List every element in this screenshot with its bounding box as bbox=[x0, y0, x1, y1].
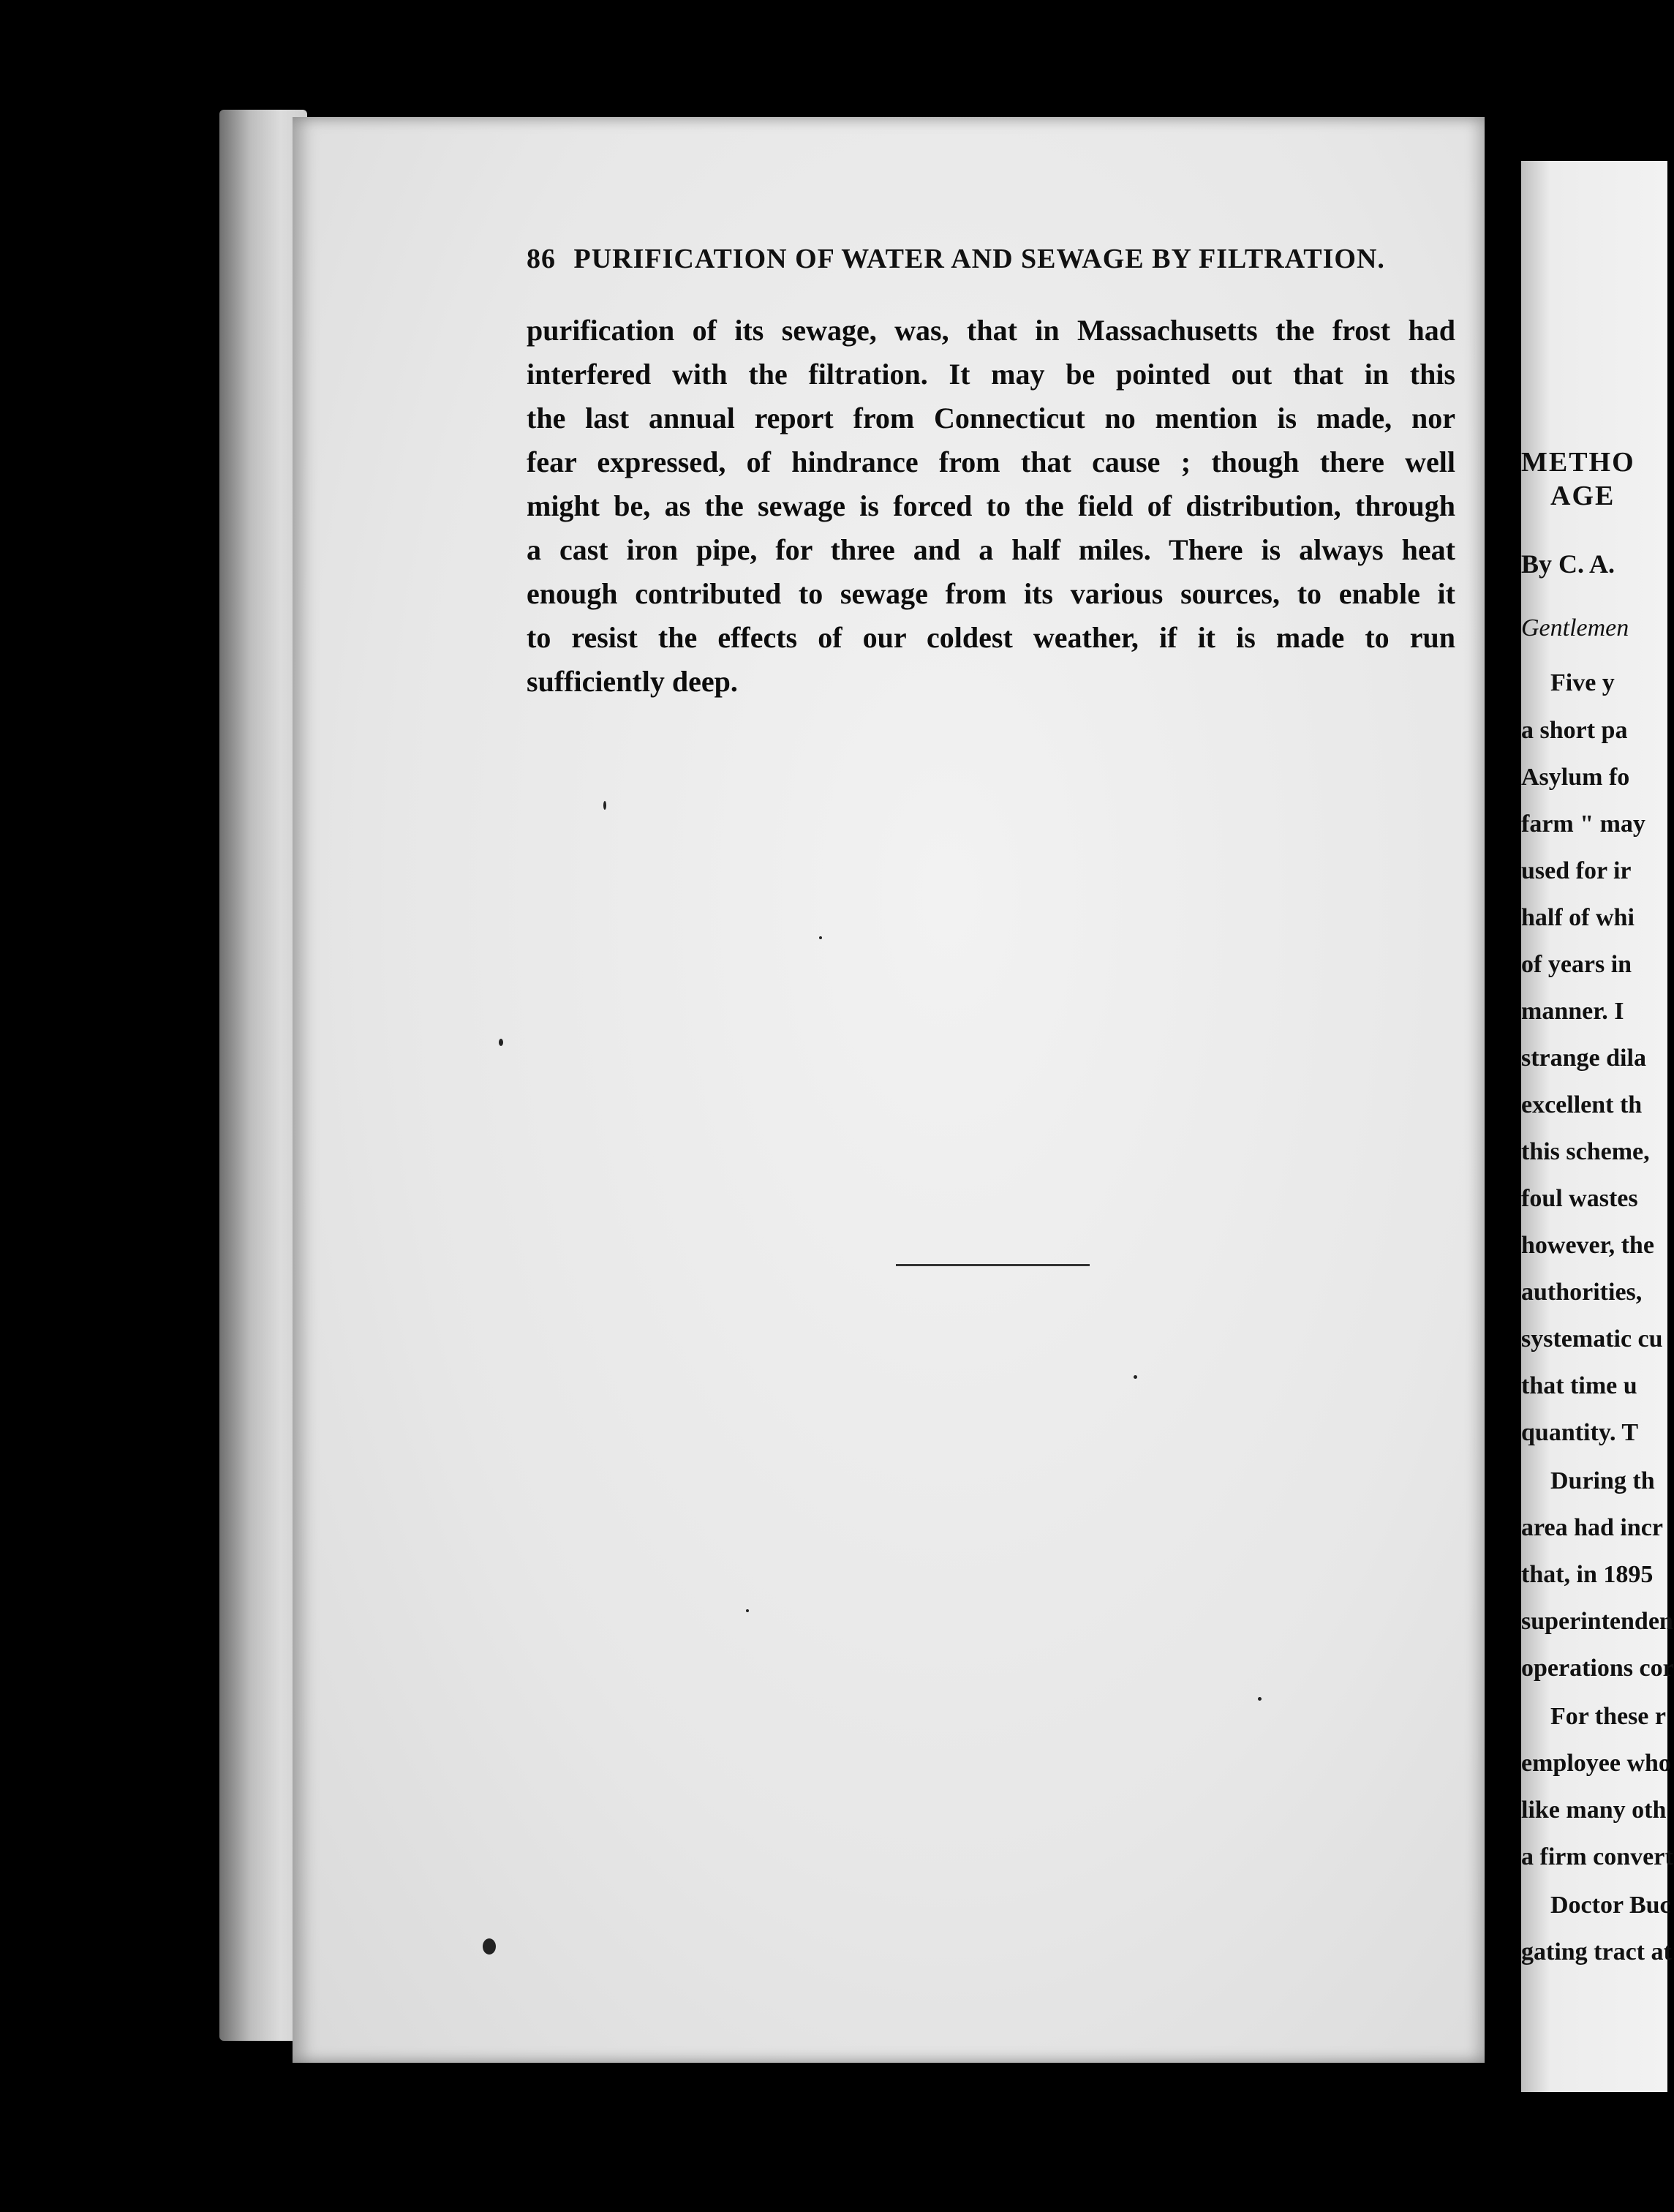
right-text-line: farm " may bbox=[1521, 810, 1645, 838]
right-text-line: systematic cu bbox=[1521, 1325, 1663, 1353]
right-text-line: half of whi bbox=[1521, 904, 1635, 931]
running-header bbox=[527, 243, 1455, 275]
right-title-line1: METHO bbox=[1521, 447, 1635, 478]
right-byline: By C. A. bbox=[1521, 549, 1615, 579]
right-text-line: Five y bbox=[1550, 669, 1615, 696]
section-end-rule bbox=[896, 1264, 1090, 1266]
right-salutation: Gentlemen bbox=[1521, 614, 1629, 642]
right-text-line: During th bbox=[1550, 1467, 1655, 1494]
ink-speck bbox=[1134, 1375, 1137, 1379]
right-text-line: For these r bbox=[1550, 1703, 1666, 1730]
right-text-line: quantity. T bbox=[1521, 1419, 1639, 1446]
right-text-line: employee who bbox=[1521, 1750, 1671, 1777]
text-line: a cast iron pipe, for three and a half miles. There is always heat bbox=[527, 533, 1455, 566]
ink-speck bbox=[746, 1609, 749, 1612]
right-text-line: strange dila bbox=[1521, 1045, 1646, 1072]
right-text-line: that time u bbox=[1521, 1372, 1637, 1399]
text-line: might be, as the sewage is forced to the field of distribution, through bbox=[527, 489, 1455, 522]
body-paragraph bbox=[527, 309, 1455, 704]
text-line: to resist the effects of our coldest weather, if it is made to run bbox=[527, 621, 1455, 654]
right-page bbox=[1521, 161, 1674, 2092]
text-line: the last annual report from Connecticut no mention is made, nor bbox=[527, 402, 1455, 434]
right-text-line: of years in bbox=[1521, 951, 1632, 978]
right-text-line: area had incr bbox=[1521, 1514, 1663, 1541]
right-text-line: gating tract at bbox=[1521, 1938, 1672, 1965]
right-text-line: operations cor bbox=[1521, 1655, 1674, 1682]
right-text-line: a firm convert bbox=[1521, 1843, 1673, 1870]
right-text-line: used for ir bbox=[1521, 857, 1632, 884]
ink-speck bbox=[819, 936, 822, 939]
right-text-line: this scheme, bbox=[1521, 1138, 1650, 1165]
page-number: 86 bbox=[527, 244, 556, 274]
ink-speck bbox=[499, 1039, 503, 1046]
right-text-line: authorities, bbox=[1521, 1279, 1643, 1306]
right-text-line: Asylum fo bbox=[1521, 764, 1630, 791]
text-line: interfered with the filtration. It may be pointed out that in this bbox=[527, 358, 1455, 391]
ink-speck bbox=[603, 801, 606, 810]
right-text-line: however, the bbox=[1521, 1232, 1654, 1259]
right-text-line: a short pa bbox=[1521, 717, 1628, 744]
right-text-line: that, in 1895 bbox=[1521, 1561, 1654, 1588]
ink-speck bbox=[483, 1938, 496, 1955]
text-line: enough contributed to sewage from its various sources, to enable it bbox=[527, 577, 1455, 610]
right-title-line2: AGE bbox=[1550, 481, 1615, 511]
ink-speck bbox=[1258, 1697, 1262, 1701]
text-line: purification of its sewage, was, that in Massachusetts the frost had bbox=[527, 314, 1455, 347]
running-head-title: PURIFICATION OF WATER AND SEWAGE BY FILTRATION. bbox=[573, 244, 1385, 274]
text-line: sufficiently deep. bbox=[527, 665, 738, 698]
right-text-line: like many oth bbox=[1521, 1797, 1667, 1824]
right-text-line: foul wastes bbox=[1521, 1185, 1638, 1212]
text-line: fear expressed, of hindrance from that cause ; though there well bbox=[527, 445, 1455, 478]
left-page bbox=[293, 117, 1485, 2063]
right-text-line: excellent th bbox=[1521, 1091, 1643, 1118]
right-text-line: Doctor Buc bbox=[1550, 1892, 1671, 1919]
right-text-line: manner. I bbox=[1521, 998, 1624, 1025]
right-text-line: superintenden bbox=[1521, 1608, 1673, 1635]
